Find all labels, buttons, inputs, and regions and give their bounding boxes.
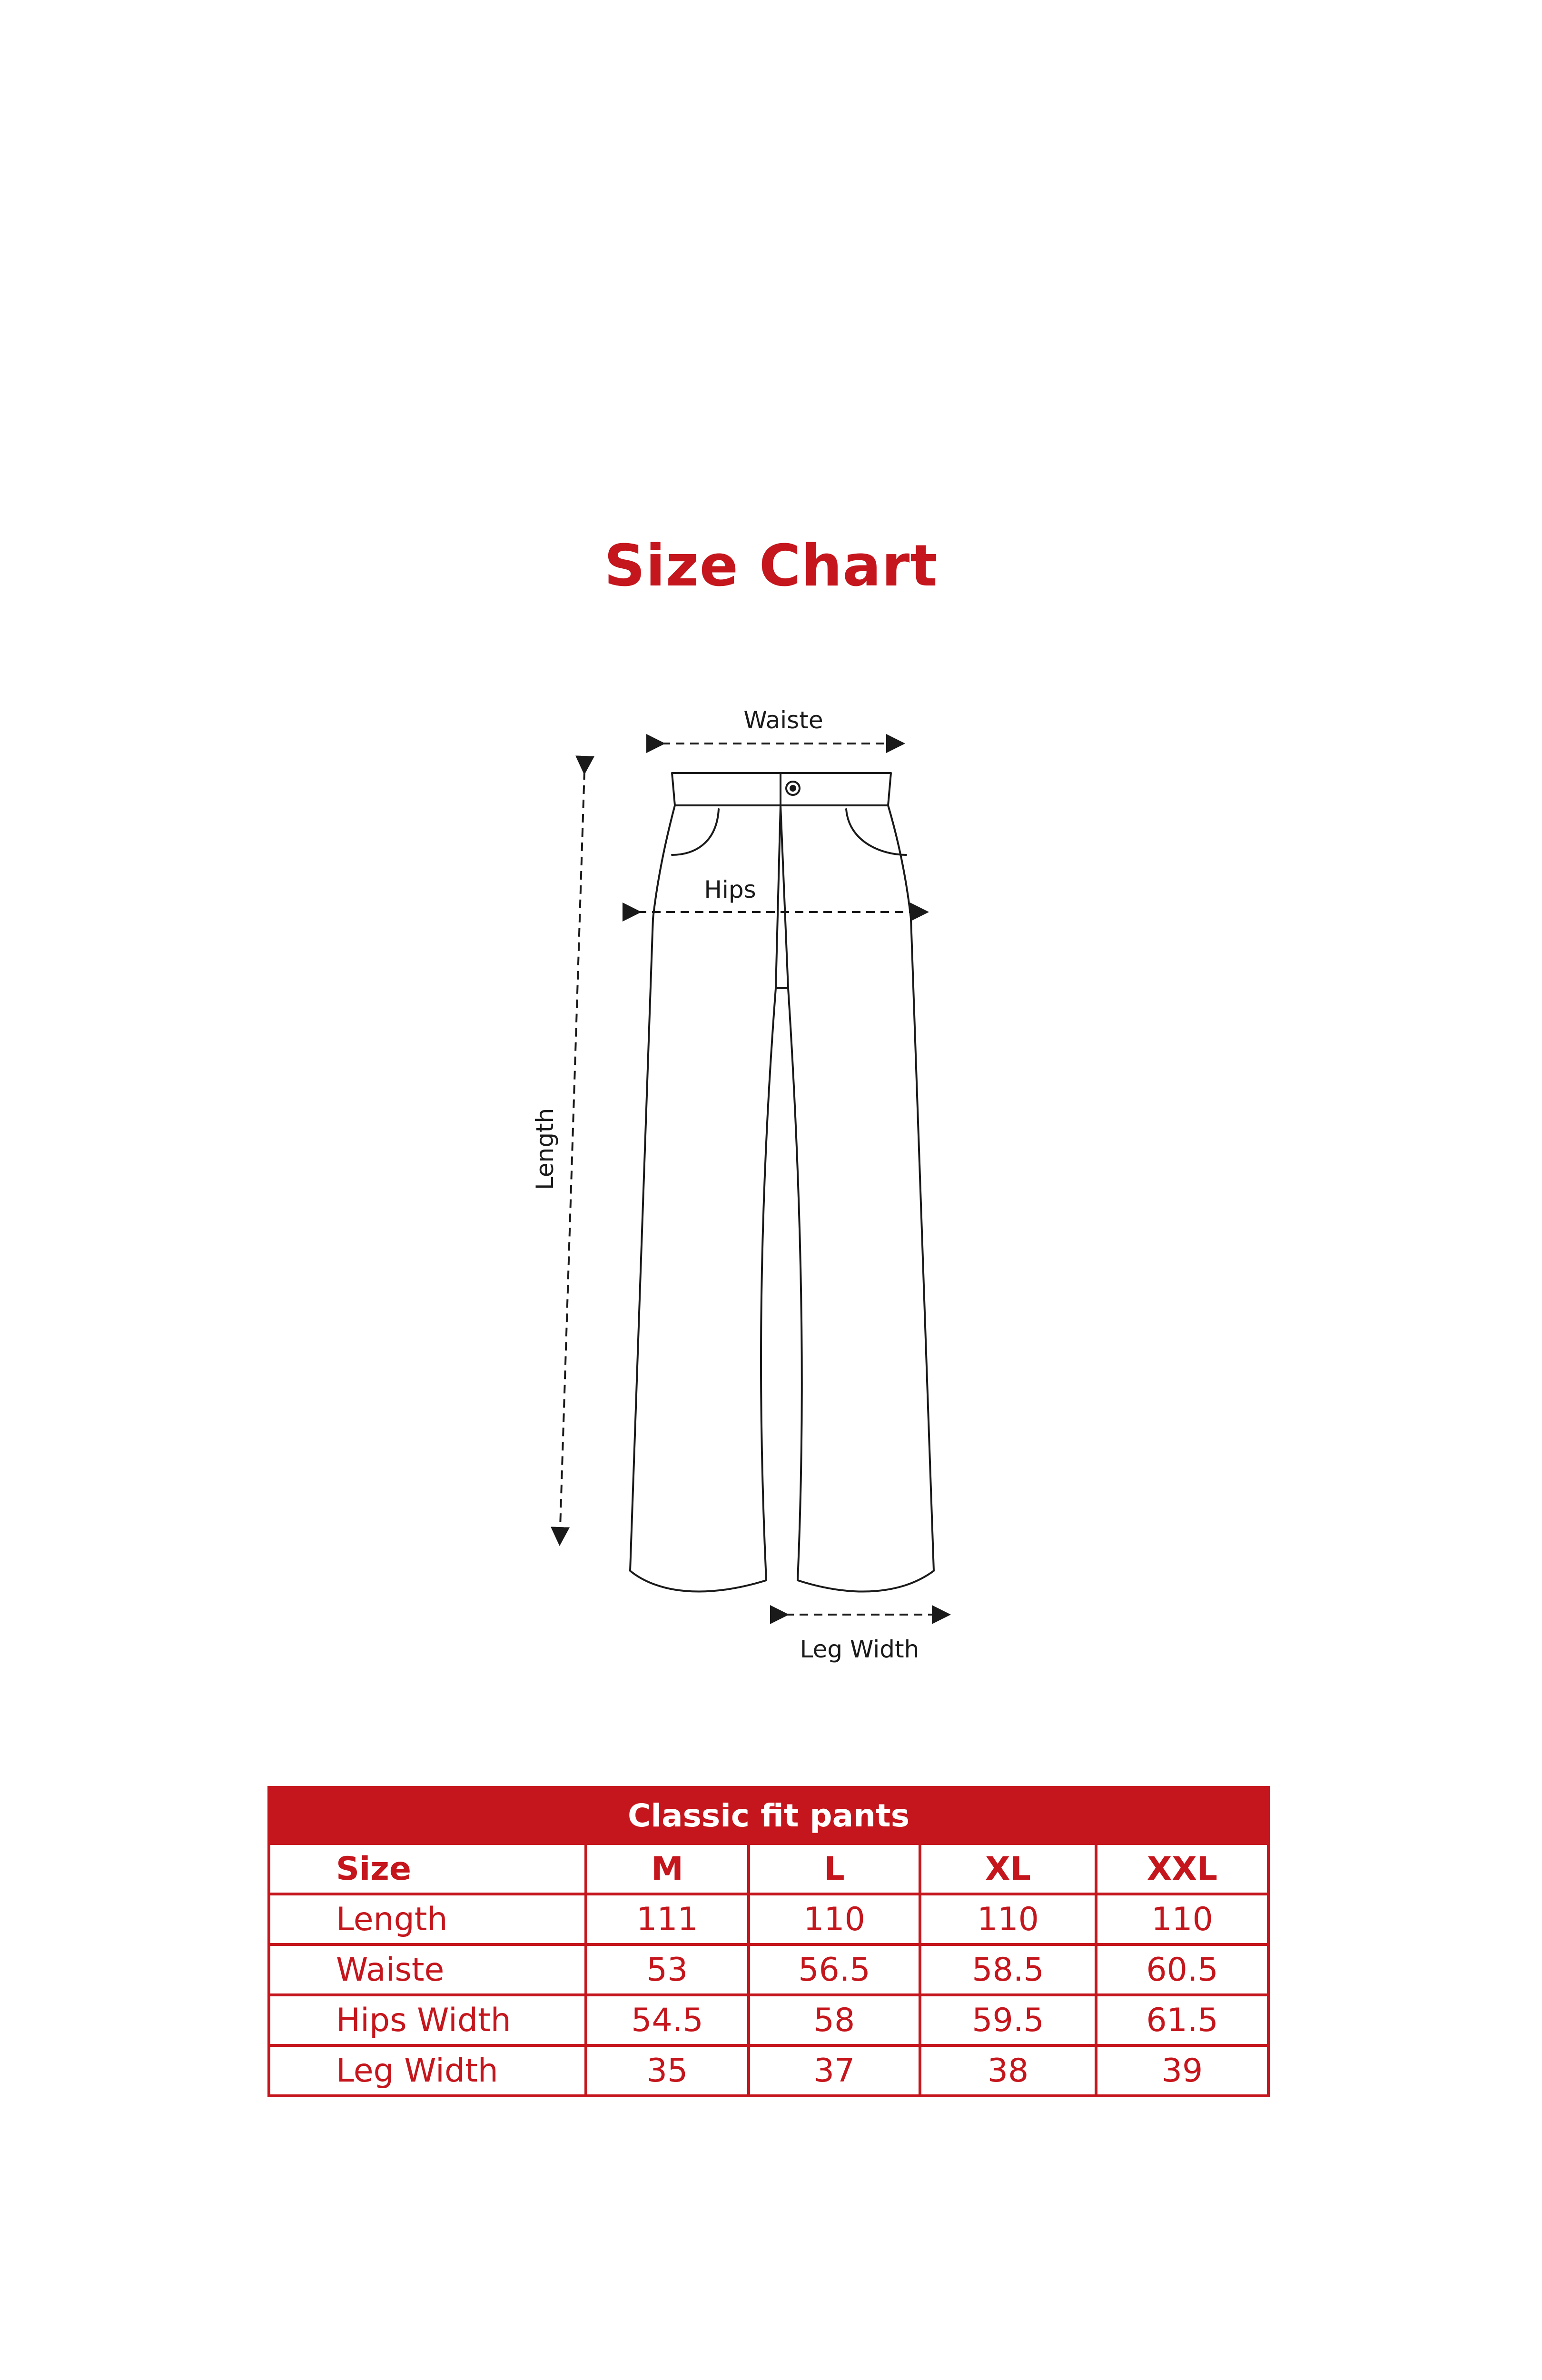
hips-label: Hips: [704, 876, 756, 903]
row-label: Hips Width: [269, 1995, 586, 2045]
column-header: XXL: [1096, 1844, 1268, 1894]
column-header: XL: [920, 1844, 1096, 1894]
table-row: [269, 2045, 1268, 2096]
right-inseam: [781, 805, 802, 1580]
table-cell: 59.5: [920, 1995, 1096, 2045]
right-pocket: [846, 809, 906, 855]
table-row: [269, 1894, 1268, 1944]
length-arrow: [560, 771, 584, 1542]
table-cell: 56.5: [749, 1944, 920, 1995]
table-cell: 58: [749, 1995, 920, 2045]
row-label: Length: [269, 1894, 586, 1944]
table-cell: 60.5: [1096, 1944, 1268, 1995]
table-cell: 110: [749, 1894, 920, 1944]
column-header: Size: [269, 1844, 586, 1894]
table-row: [269, 1995, 1268, 2045]
table-cell: 110: [920, 1894, 1096, 1944]
table-cell: 58.5: [920, 1944, 1096, 1995]
column-header: M: [586, 1844, 749, 1894]
row-label: Waiste: [269, 1944, 586, 1995]
waist-label: Waiste: [743, 706, 823, 734]
table-caption: Classic fit pants: [269, 1787, 1268, 1844]
row-label: Leg Width: [269, 2045, 586, 2096]
table-cell: 54.5: [586, 1995, 749, 2045]
pants-outline: [630, 773, 934, 1591]
column-header: L: [749, 1844, 920, 1894]
table-cell: 61.5: [1096, 1995, 1268, 2045]
table-cell: 35: [586, 2045, 749, 2096]
table-cell: 53: [586, 1944, 749, 1995]
page-title: Size Chart: [604, 533, 938, 599]
table-cell: 110: [1096, 1894, 1268, 1944]
leg-width-label: Leg Width: [800, 1636, 919, 1663]
left-leg-outer: [630, 805, 766, 1591]
table-cell: 111: [586, 1894, 749, 1944]
right-leg-outer: [798, 805, 934, 1591]
left-inseam: [761, 805, 781, 1580]
table-cell: 39: [1096, 2045, 1268, 2096]
table-row: [269, 1944, 1268, 1995]
length-label: Length: [531, 1108, 559, 1190]
table-cell: 38: [920, 2045, 1096, 2096]
size-table: [267, 1786, 1267, 2097]
table-header-row: [269, 1844, 1268, 1894]
left-pocket: [672, 809, 719, 855]
table-cell: 37: [749, 2045, 920, 2096]
